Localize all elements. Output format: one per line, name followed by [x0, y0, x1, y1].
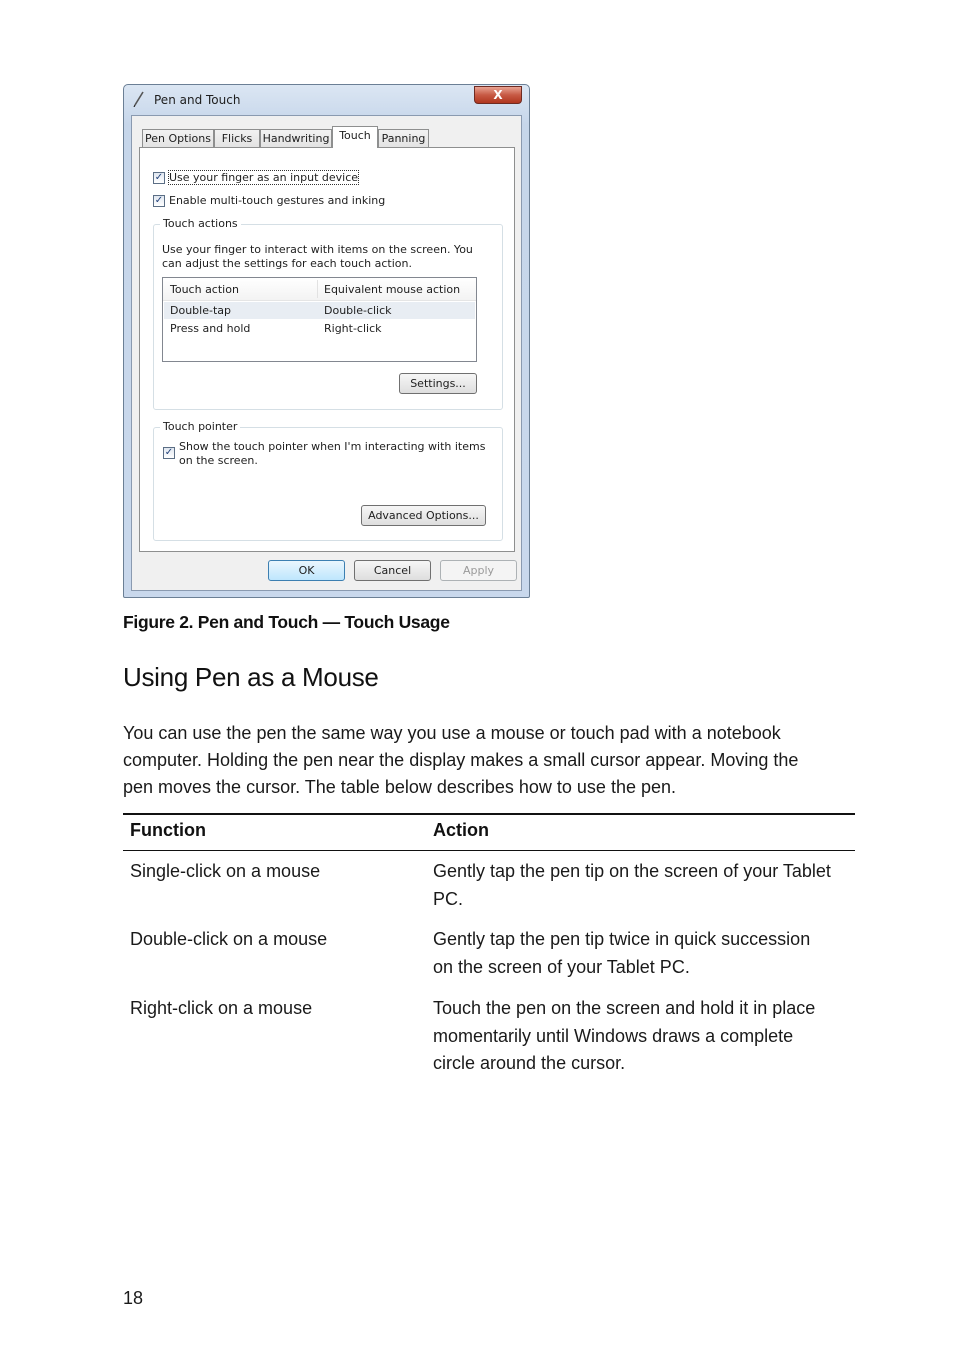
action-line: PC.: [433, 888, 464, 909]
touch-pointer-title: Touch pointer: [160, 420, 240, 433]
settings-button[interactable]: Settings...: [399, 373, 477, 394]
cancel-button[interactable]: Cancel: [354, 560, 431, 581]
ok-button[interactable]: OK: [268, 560, 345, 581]
touch-actions-desc-line2: can adjust the settings for each touch action.: [162, 257, 412, 270]
tab-pen-options[interactable]: Pen Options: [142, 129, 214, 147]
tab-flicks[interactable]: Flicks: [214, 129, 260, 147]
tab-panning[interactable]: Panning: [378, 129, 429, 147]
action-line: Touch the pen on the screen and hold it in place: [433, 998, 816, 1018]
show-pointer-checkbox[interactable]: ✓: [164, 447, 174, 458]
row-touch-action: Press and hold: [170, 322, 251, 335]
close-button[interactable]: [474, 86, 522, 104]
row-mouse-action: Double-click: [324, 304, 392, 317]
advanced-options-button[interactable]: Advanced Options...: [361, 505, 486, 526]
touch-actions-desc-line1: Use your finger to interact with items on the screen. You: [162, 243, 473, 256]
action-line: on the screen of your Tablet PC.: [433, 956, 690, 977]
intro-line: computer. Holding the pen near the display makes a small cursor appear. Moving the: [123, 750, 799, 770]
list-header: [163, 278, 476, 301]
page-number: 18: [123, 1288, 144, 1308]
action-line: circle around the cursor.: [433, 1053, 626, 1073]
figure-caption: Figure 2. Pen and Touch — Touch Usage: [123, 612, 450, 632]
intro-paragraph: [123, 720, 833, 801]
cell-function: Right-click on a mouse: [130, 998, 313, 1018]
touch-actions-list[interactable]: [162, 277, 477, 362]
pen-and-touch-dialog: [123, 84, 530, 598]
use-finger-label[interactable]: Use your finger as an input device: [169, 171, 359, 184]
cell-function: Single-click on a mouse: [130, 861, 321, 881]
touch-tab-panel: [139, 147, 515, 552]
cell-action: [433, 858, 831, 913]
multitouch-label[interactable]: Enable multi-touch gestures and inking: [169, 194, 386, 207]
dialog-client-area: [131, 115, 522, 591]
table-top-rule: [123, 813, 855, 815]
show-pointer-label-line2[interactable]: on the screen.: [179, 454, 258, 467]
tab-handwriting[interactable]: Handwriting: [260, 129, 332, 147]
header-function: Function: [130, 820, 206, 840]
row-touch-action: Double-tap: [170, 304, 231, 317]
column-touch-action[interactable]: Touch action: [170, 283, 239, 296]
cell-action: [433, 995, 815, 1078]
touch-actions-group: [153, 217, 503, 410]
row-mouse-action: Right-click: [324, 322, 382, 335]
multitouch-checkbox[interactable]: ✓: [154, 195, 164, 206]
action-line: Gently tap the pen tip on the screen of your Tablet: [433, 861, 831, 881]
pen-icon: [132, 91, 146, 107]
header-action: Action: [433, 820, 489, 840]
intro-line: pen moves the cursor. The table below describes how to use the pen.: [123, 777, 676, 797]
cell-action: [433, 926, 810, 981]
section-heading: Using Pen as a Mouse: [123, 662, 379, 692]
cell-function: Double-click on a mouse: [130, 929, 328, 949]
table-header-rule: [123, 850, 855, 851]
use-finger-checkbox[interactable]: ✓: [154, 172, 164, 183]
apply-button[interactable]: Apply: [440, 560, 517, 581]
close-icon: X: [493, 88, 503, 102]
show-pointer-label-line1[interactable]: Show the touch pointer when I'm interacting with items: [179, 440, 486, 453]
action-line: momentarily until Windows draws a complete: [433, 1025, 794, 1046]
action-line: Gently tap the pen tip twice in quick succession: [433, 929, 811, 949]
touch-pointer-group: [153, 420, 503, 541]
touch-actions-title: Touch actions: [160, 217, 241, 230]
intro-line: You can use the pen the same way you use a mouse or touch pad with a notebook: [123, 723, 781, 743]
column-mouse-action[interactable]: Equivalent mouse action: [324, 283, 461, 296]
dialog-titlebar: [124, 85, 529, 113]
tab-touch[interactable]: Touch: [332, 126, 378, 148]
dialog-title: Pen and Touch: [154, 93, 241, 107]
